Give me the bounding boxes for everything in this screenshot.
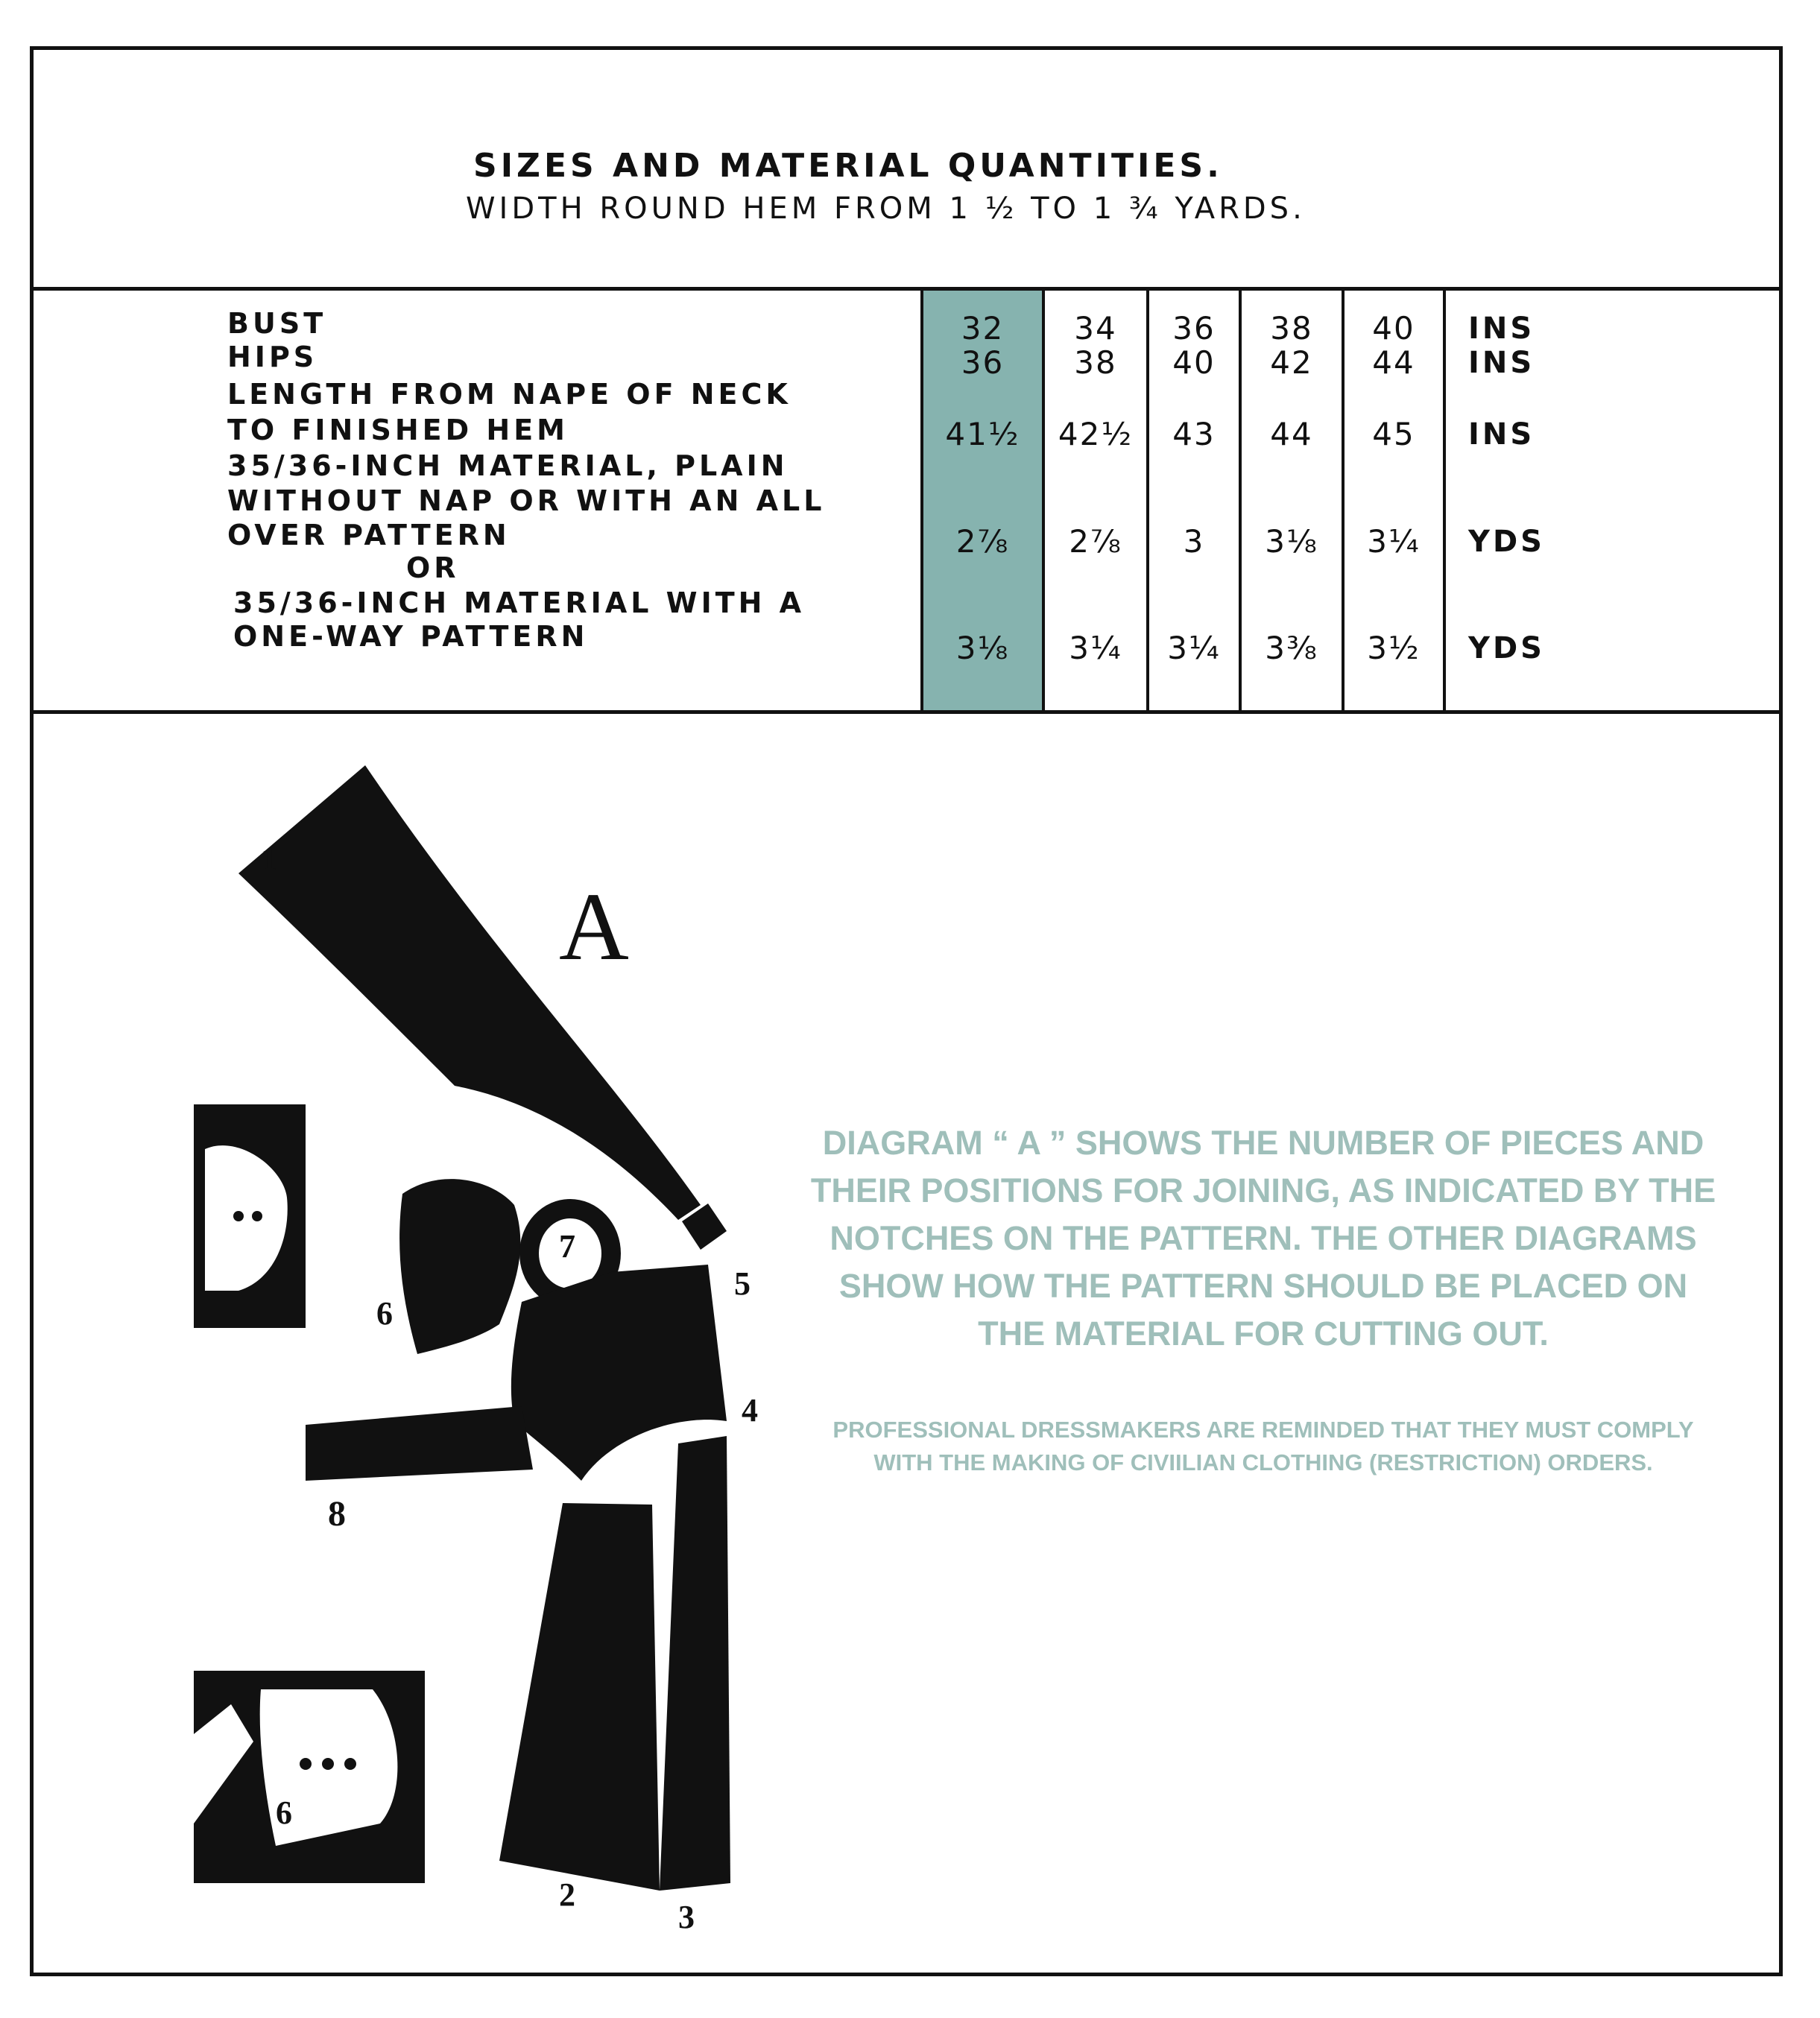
table-divider xyxy=(34,710,1779,714)
size-column-38 xyxy=(1240,291,1343,712)
cell-oneway: 3⅛ xyxy=(955,630,1010,666)
header-title: SIZES AND MATERIAL QUANTITIES. xyxy=(473,147,1223,185)
cell-plain: 2⅞ xyxy=(955,523,1010,560)
cell-plain: 3¼ xyxy=(1367,523,1421,560)
piece-number: 7 xyxy=(559,1228,575,1265)
pattern-diagram xyxy=(194,765,760,1935)
cell-bust: 36 xyxy=(1172,310,1216,347)
cell-oneway: 3¼ xyxy=(1167,630,1221,666)
piece-number: 2 xyxy=(559,1876,575,1913)
pattern-piece-2 xyxy=(499,1503,660,1891)
size-column-40 xyxy=(1343,291,1444,712)
unit-oneway: YDS xyxy=(1468,631,1545,665)
row-label-oneway-cont: ONE-WAY PATTERN xyxy=(233,620,589,653)
cell-length: 45 xyxy=(1372,416,1415,452)
cell-hips: 44 xyxy=(1372,344,1415,381)
row-label-length: LENGTH FROM NAPE OF NECK xyxy=(227,378,791,411)
note-line: DIAGRAM “ A ” SHOWS THE NUMBER OF PIECES AND xyxy=(822,1124,1704,1162)
sub-diagram-top xyxy=(194,1104,306,1328)
row-label-plain: 35/36-INCH MATERIAL, PLAIN xyxy=(227,449,789,482)
cell-oneway: 3¼ xyxy=(1069,630,1122,666)
restriction-note xyxy=(786,1414,1740,1479)
size-column-36 xyxy=(1148,291,1240,712)
unit-bust: INS xyxy=(1468,311,1535,346)
note-line: THEIR POSITIONS FOR JOINING, AS INDICATED BY THE xyxy=(810,1171,1716,1209)
cell-plain: 2⅞ xyxy=(1069,523,1122,560)
cell-length: 41½ xyxy=(945,416,1020,452)
cell-oneway: 3⅜ xyxy=(1265,630,1318,666)
cell-hips: 38 xyxy=(1074,344,1117,381)
row-label-or: OR xyxy=(406,551,460,584)
cell-bust: 38 xyxy=(1270,310,1313,347)
unit-hips: INS xyxy=(1468,346,1535,380)
cell-bust: 34 xyxy=(1074,310,1117,347)
sub-diagram-bottom xyxy=(194,1671,425,1883)
header xyxy=(34,50,1779,288)
diagram-letter: A xyxy=(559,873,629,981)
cell-oneway: 3½ xyxy=(1367,630,1421,666)
note-line: WITH THE MAKING OF CIVIILIAN CLOTHING (RESTRICTION) ORDERS. xyxy=(873,1449,1653,1475)
pattern-sheet xyxy=(30,46,1783,1976)
cell-length: 43 xyxy=(1172,416,1216,452)
diagram-note xyxy=(749,1119,1778,1358)
piece-number: 3 xyxy=(678,1899,695,1935)
column-divider xyxy=(1443,291,1446,712)
cell-hips: 42 xyxy=(1270,344,1313,381)
row-label-bust: BUST xyxy=(227,307,327,340)
size-column-32 xyxy=(922,291,1043,712)
piece-number: 4 xyxy=(742,1392,758,1429)
cell-plain: 3 xyxy=(1183,523,1205,560)
cell-bust: 32 xyxy=(961,310,1005,347)
piece-number: 5 xyxy=(734,1265,751,1302)
row-label-length-cont: TO FINISHED HEM xyxy=(227,414,569,446)
cell-length: 44 xyxy=(1270,416,1313,452)
pattern-piece-1 xyxy=(238,765,701,1220)
pattern-piece-6 xyxy=(399,1179,520,1354)
pattern-piece-8 xyxy=(306,1406,533,1481)
piece-number: 6 xyxy=(276,1794,292,1831)
size-column-34 xyxy=(1043,291,1148,712)
note-line: THE MATERIAL FOR CUTTING OUT. xyxy=(978,1315,1549,1353)
cell-bust: 40 xyxy=(1372,310,1415,347)
header-subtitle: WIDTH ROUND HEM FROM 1 ½ TO 1 ¾ YARDS. xyxy=(466,192,1306,226)
cell-hips: 36 xyxy=(961,344,1005,381)
row-label-plain-cont: WITHOUT NAP OR WITH AN ALL xyxy=(227,484,826,517)
cell-plain: 3⅛ xyxy=(1265,523,1318,560)
cell-length: 42½ xyxy=(1058,416,1134,452)
unit-length: INS xyxy=(1468,417,1535,452)
column-divider xyxy=(1146,291,1149,712)
row-label-hips: HIPS xyxy=(227,341,318,373)
piece-number: 8 xyxy=(328,1494,346,1534)
column-divider xyxy=(920,291,923,712)
piece-number: 6 xyxy=(376,1295,393,1332)
column-divider xyxy=(1342,291,1345,712)
unit-plain: YDS xyxy=(1468,525,1545,559)
row-label-plain-cont2: OVER PATTERN xyxy=(227,519,511,551)
row-label-oneway: 35/36-INCH MATERIAL WITH A xyxy=(233,586,806,619)
sizes-table xyxy=(34,291,1779,712)
piece-number: 1 xyxy=(261,841,277,877)
note-line: NOTCHES ON THE PATTERN. THE OTHER DIAGRAMS xyxy=(830,1219,1697,1257)
note-line: PROFESSIONAL DRESSMAKERS ARE REMINDED THAT THEY MUST COMPLY xyxy=(832,1417,1694,1443)
note-line: SHOW HOW THE PATTERN SHOULD BE PLACED ON xyxy=(838,1267,1688,1305)
column-divider xyxy=(1239,291,1242,712)
cell-hips: 40 xyxy=(1172,344,1216,381)
column-divider xyxy=(1042,291,1045,712)
pattern-piece-3 xyxy=(660,1436,730,1891)
